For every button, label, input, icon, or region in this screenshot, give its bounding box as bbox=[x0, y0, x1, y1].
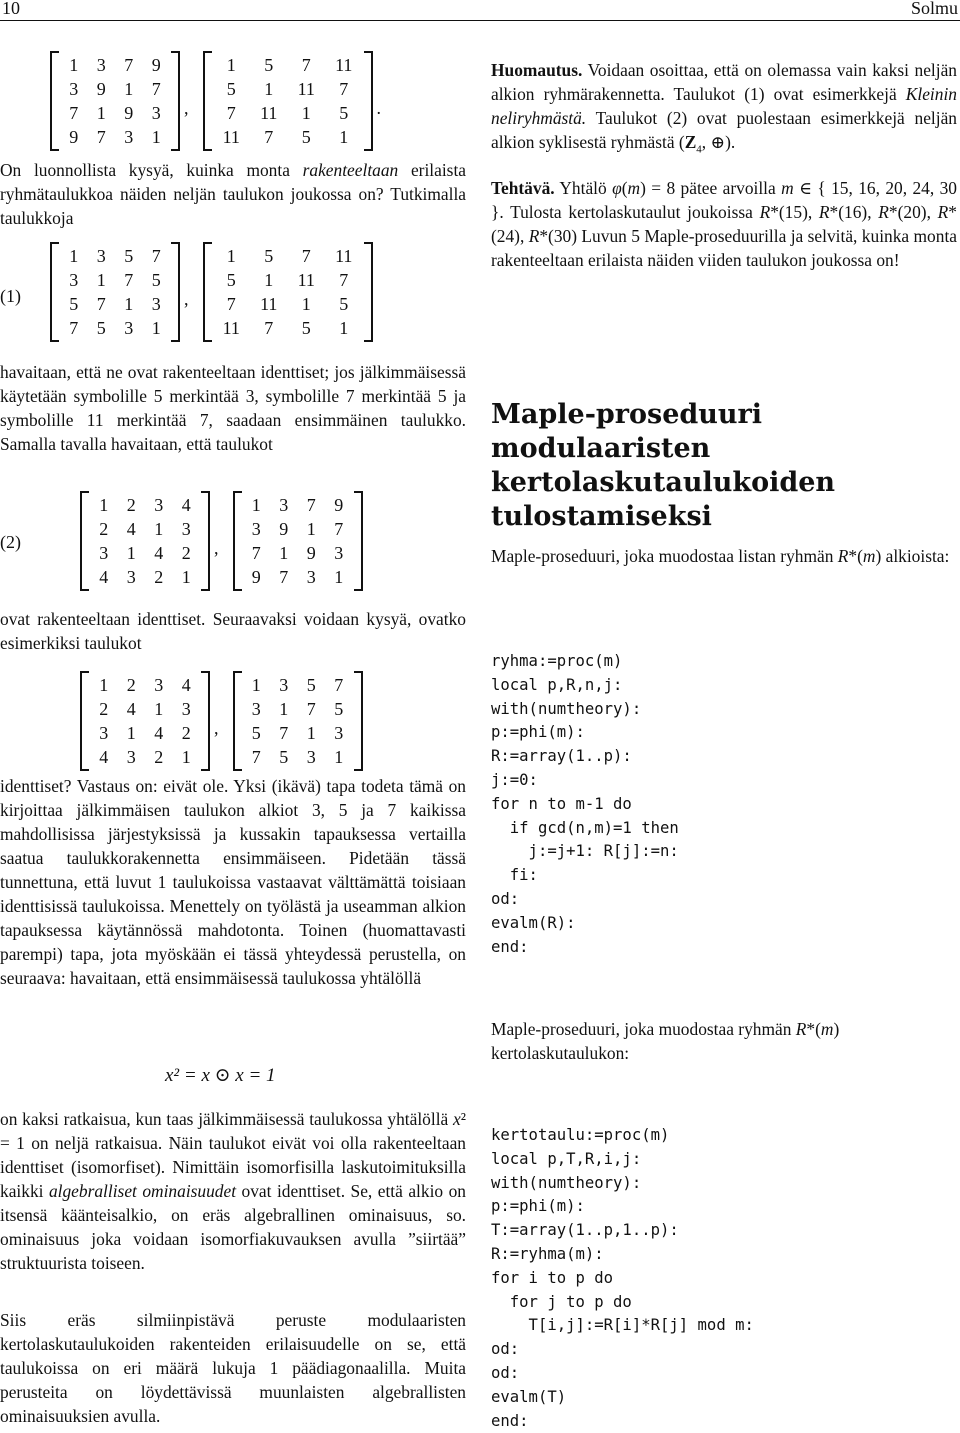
matrix-row bbox=[60, 77, 170, 101]
equation-3-matrices: 1 2 3 4 2 4 1 3 3 1 4 2 4 3 2 1 , 1 3 5 7 3 1 7 5 5 7 1 3 7 5 3 1 bbox=[80, 673, 363, 769]
matrix bbox=[50, 53, 180, 149]
matrix-cell: 7 bbox=[226, 294, 236, 314]
matrix-cell: 11 bbox=[297, 79, 315, 99]
matrix-cell: 3 bbox=[334, 543, 344, 563]
matrix-row bbox=[243, 673, 353, 697]
matrix-row bbox=[213, 244, 363, 268]
matrix-cell: 3 bbox=[96, 246, 106, 266]
matrix bbox=[203, 53, 373, 149]
matrix-cell: 3 bbox=[306, 747, 316, 767]
matrix-row bbox=[90, 697, 200, 721]
matrix-cell: 7 bbox=[301, 55, 311, 75]
paragraph: on kaksi ratkaisua, kun taas jälkimmäisessä taulukossa yhtälöllä x² = 1 on neljä ratkaisua. Näin taulukot eivät voi olla rakenteeltaan identtiset (isomorfiset). Nimittäin isomorfisilla laskutoimituksilla kaikki algebralliset ominaisuudet ovat identtiset. Se, että alkio on itsensä käänteisalkio, on eräs algebrallinen ominaisuus, so. ominaisuus joka voidaan isomorfiakuvauksen avulla ”siirtää” struktuurista toiseen. bbox=[0, 1109, 466, 1273]
matrix-cell: 4 bbox=[181, 675, 191, 695]
matrix-cell: 5 bbox=[264, 55, 274, 75]
matrix-cell: 2 bbox=[181, 543, 191, 563]
matrix-cell: 2 bbox=[181, 723, 191, 743]
matrix-cell: 7 bbox=[151, 79, 161, 99]
matrix-row bbox=[60, 101, 170, 125]
matrix-cell: 4 bbox=[154, 543, 164, 563]
matrix-row bbox=[90, 565, 200, 589]
matrix-cell: 1 bbox=[279, 543, 289, 563]
matrix-row bbox=[213, 101, 363, 125]
matrix-cell: 1 bbox=[251, 495, 261, 515]
matrix-cell: 3 bbox=[279, 495, 289, 515]
matrix-cell: 5 bbox=[251, 723, 261, 743]
matrix-cell: 7 bbox=[306, 699, 316, 719]
equation-label: (1) bbox=[0, 286, 21, 306]
matrix-row bbox=[243, 697, 353, 721]
section-heading: Maple-proseduuri modulaaristen kertolaskutaulukoiden tulostamiseksi bbox=[491, 399, 836, 532]
matrix-cell: 9 bbox=[96, 79, 106, 99]
matrix-cell: 1 bbox=[339, 127, 349, 147]
matrix-cell: 1 bbox=[181, 747, 191, 767]
matrix-row bbox=[243, 745, 353, 769]
equation-label: (2) bbox=[0, 532, 21, 552]
matrix-cell: 5 bbox=[306, 675, 316, 695]
matrix-cell: 7 bbox=[334, 675, 344, 695]
task: Tehtävä. Yhtälö φ(m) = 8 pätee arvoilla m ∈ { 15, 16, 20, 24, 30 }. Tulosta kertolaskutaulut joukoissa R*(15), R*(16), R*(20), R*(24), R*(30) Luvun 5 Maple-proseduurilla ja selvitä, kuinka monta rakenteeltaan erilaista näiden viiden taulukon joukossa on! bbox=[491, 178, 958, 270]
matrix-row bbox=[243, 493, 353, 517]
matrix-cell: 9 bbox=[279, 519, 289, 539]
matrix-row bbox=[213, 316, 363, 340]
matrix-cell: 7 bbox=[339, 270, 349, 290]
matrix-cell: 1 bbox=[334, 567, 344, 587]
matrix-cell: 5 bbox=[69, 294, 79, 314]
matrix-cell: 1 bbox=[301, 294, 311, 314]
matrix-cell: 5 bbox=[226, 79, 236, 99]
code-block: ryhma:=proc(m) local p,R,n,j: with(numtheory): p:=phi(m): R:=array(1..p): j:=0: for n to m-1 do if gcd(n,m)=1 then j:=j+1: R[j]:=n: fi: od: evalm(R): end: bbox=[491, 652, 679, 956]
matrix-row bbox=[60, 316, 170, 340]
matrix-cell: 9 bbox=[306, 543, 316, 563]
matrix-cell: 4 bbox=[99, 567, 109, 587]
matrix-cell: 11 bbox=[222, 318, 240, 338]
paragraph: Maple-proseduuri, joka muodostaa listan ryhmän R*(m) alkioista: bbox=[491, 546, 950, 566]
matrix-cell: 1 bbox=[264, 270, 274, 290]
page-number: 10 bbox=[2, 0, 20, 18]
matrix-cell: 3 bbox=[99, 543, 109, 563]
matrix-cell: 2 bbox=[126, 675, 136, 695]
matrix-cell: 7 bbox=[264, 127, 274, 147]
matrix-cell: 1 bbox=[339, 318, 349, 338]
matrix-cell: 7 bbox=[279, 567, 289, 587]
matrix-cell: 1 bbox=[279, 699, 289, 719]
matrix-cell: 7 bbox=[251, 543, 261, 563]
matrix-row bbox=[213, 77, 363, 101]
matrix bbox=[203, 244, 373, 340]
matrix-cell: 7 bbox=[251, 747, 261, 767]
matrix-cell: 1 bbox=[126, 543, 136, 563]
equation-1-matrices: 1 3 5 7 3 1 7 5 5 7 1 3 7 5 3 1 , 1 5 7 11 5 1 11 7 7 11 1 5 11 7 5 1 bbox=[50, 244, 373, 340]
matrix-cell: 1 bbox=[154, 519, 164, 539]
matrix-cell: 9 bbox=[334, 495, 344, 515]
matrix-cell: 5 bbox=[151, 270, 161, 290]
matrix-cell: 5 bbox=[334, 699, 344, 719]
matrix bbox=[80, 493, 210, 589]
matrix-cell: 2 bbox=[154, 567, 164, 587]
matrix-cell: 3 bbox=[154, 495, 164, 515]
matrix-cell: 11 bbox=[335, 246, 353, 266]
matrix-row bbox=[243, 565, 353, 589]
matrix-cell: 1 bbox=[126, 723, 136, 743]
matrix-cell: 7 bbox=[69, 318, 79, 338]
matrix-cell: 5 bbox=[226, 270, 236, 290]
matrix-cell: 5 bbox=[96, 318, 106, 338]
matrix-cell: 1 bbox=[306, 723, 316, 743]
matrix-row bbox=[243, 541, 353, 565]
code-block: kertotaulu:=proc(m) local p,T,R,i,j: with(numtheory): p:=phi(m): T:=array(1..p,1..p): R:=ryhma(m): for i to p do for j to p do T[i,j]:=R[i]*R[j] mod m: od: od: evalm(T) end: bbox=[491, 1126, 754, 1430]
paragraph: On luonnollista kysyä, kuinka monta rakenteeltaan erilaista ryhmätaulukkoa näiden neljän taulukon joukossa on? Tutkimalla taulukkoja bbox=[0, 160, 466, 228]
note-label: Huomautus. bbox=[491, 60, 583, 80]
matrix-row bbox=[60, 244, 170, 268]
matrix-cell: 4 bbox=[126, 519, 136, 539]
matrix-cell: 5 bbox=[339, 294, 349, 314]
matrix-cell: 1 bbox=[334, 747, 344, 767]
top-matrices: 1 3 7 9 3 9 1 7 7 1 9 3 9 7 3 1 , 1 5 7 11 5 1 11 7 7 11 1 5 11 7 5 1 . bbox=[50, 53, 395, 149]
matrix-cell: 1 bbox=[99, 495, 109, 515]
matrix-row bbox=[213, 292, 363, 316]
matrix-cell: 5 bbox=[279, 747, 289, 767]
matrix bbox=[233, 673, 363, 769]
matrix-cell: 7 bbox=[339, 79, 349, 99]
matrix-cell: 1 bbox=[226, 55, 236, 75]
matrix-row bbox=[90, 745, 200, 769]
matrix-cell: 3 bbox=[154, 675, 164, 695]
matrix-cell: 7 bbox=[306, 495, 316, 515]
matrix-row bbox=[90, 493, 200, 517]
matrix-cell: 1 bbox=[251, 675, 261, 695]
matrix-cell: 3 bbox=[126, 747, 136, 767]
equation-2-matrices: 1 2 3 4 2 4 1 3 3 1 4 2 4 3 2 1 , 1 3 7 9 3 9 1 7 7 1 9 3 9 7 3 1 bbox=[80, 493, 363, 589]
matrix-cell: 11 bbox=[260, 103, 278, 123]
note: Huomautus. Voidaan osoittaa, että on olemassa vain kaksi neljän alkion ryhmärakennetta. Taulukot (1) ovat esimerkkejä Kleinin neliryhmästä. Taulukot (2) ovat puolestaan esimerkkejä neljän alkion syklisestä ryhmästä ($Z_4$, ⊕). bbox=[491, 60, 957, 156]
matrix-cell: 7 bbox=[96, 294, 106, 314]
matrix bbox=[50, 244, 180, 340]
matrix-cell: 7 bbox=[124, 270, 134, 290]
matrix bbox=[233, 493, 363, 589]
matrix-row bbox=[243, 721, 353, 745]
matrix-cell: 3 bbox=[69, 79, 79, 99]
matrix-row bbox=[213, 125, 363, 149]
matrix-cell: 7 bbox=[151, 246, 161, 266]
matrix-row bbox=[90, 673, 200, 697]
matrix-cell: 3 bbox=[124, 127, 134, 147]
matrix-row bbox=[90, 721, 200, 745]
matrix-cell: 3 bbox=[251, 699, 261, 719]
matrix-cell: 3 bbox=[306, 567, 316, 587]
matrix-row bbox=[243, 517, 353, 541]
matrix-cell: 4 bbox=[154, 723, 164, 743]
matrix-row bbox=[90, 517, 200, 541]
matrix-cell: 3 bbox=[124, 318, 134, 338]
matrix-cell: 3 bbox=[181, 519, 191, 539]
matrix-cell: 1 bbox=[124, 79, 134, 99]
matrix-row bbox=[213, 268, 363, 292]
matrix-cell: 9 bbox=[69, 127, 79, 147]
matrix-cell: 1 bbox=[264, 79, 274, 99]
paragraph: Maple-proseduuri, joka muodostaa ryhmän R*(m) kertolaskutaulukon: bbox=[491, 1019, 840, 1063]
matrix-cell: 4 bbox=[99, 747, 109, 767]
header-rule bbox=[0, 20, 960, 21]
matrix-cell: 3 bbox=[99, 723, 109, 743]
matrix-cell: 1 bbox=[69, 246, 79, 266]
matrix-cell: 1 bbox=[99, 675, 109, 695]
matrix-cell: 3 bbox=[151, 294, 161, 314]
paragraph: Siis eräs silmiinpistävä peruste modulaaristen kertolaskutaulukoiden rakenteiden erilaisuudelle on se, että taulukoissa on eri määrä lukuja 1 päädiagonaalilla. Muita perusteita on löydettävissä muunlaisten algebrallisten ominaisuuksien avulla. bbox=[0, 1310, 466, 1426]
matrix-cell: 2 bbox=[154, 747, 164, 767]
paragraph: identtiset? Vastaus on: eivät ole. Yksi (ikävä) tapa todeta tämä on kirjoittaa jälkimmäisen taulukon alkiot 3, 5 ja 7 kaikissa mahdollisissa järjestyksissä ja kussakin tapauksessa vertailla saatua taulukkorakennetta ensimmäiseen. Pidetään tässä tunnettuna, että luvut 1 taulukoissa vastaavat välttämättä toisiaan identtisissä taulukoissa. Menettely on työlästä ja useamman alkion tapauksessa käytännössä mahdotonta. Toinen (huomattavasti parempi) tapa, jota myöskään ei tässä yhteydessä perustella, on seuraava: havaitaan, että ensimmäisessä taulukossa yhtälöllä bbox=[0, 776, 466, 988]
matrix-cell: 4 bbox=[181, 495, 191, 515]
matrix-cell: 4 bbox=[126, 699, 136, 719]
matrix-cell: 9 bbox=[251, 567, 261, 587]
matrix-cell: 11 bbox=[297, 270, 315, 290]
matrix-cell: 1 bbox=[301, 103, 311, 123]
matrix-cell: 7 bbox=[334, 519, 344, 539]
paragraph: ovat rakenteeltaan identtiset. Seuraavaksi voidaan kysyä, ovatko esimerkiksi taulukot bbox=[0, 609, 466, 653]
matrix-cell: 9 bbox=[151, 55, 161, 75]
matrix-cell: 3 bbox=[251, 519, 261, 539]
matrix-cell: 3 bbox=[69, 270, 79, 290]
matrix-cell: 1 bbox=[151, 318, 161, 338]
matrix-cell: 1 bbox=[154, 699, 164, 719]
matrix-row bbox=[60, 53, 170, 77]
matrix-cell: 11 bbox=[335, 55, 353, 75]
matrix-cell: 5 bbox=[124, 246, 134, 266]
matrix-cell: 1 bbox=[181, 567, 191, 587]
matrix-cell: 5 bbox=[301, 127, 311, 147]
matrix bbox=[80, 673, 210, 769]
matrix-cell: 3 bbox=[279, 675, 289, 695]
matrix-cell: 2 bbox=[126, 495, 136, 515]
matrix-row bbox=[60, 268, 170, 292]
matrix-cell: 3 bbox=[126, 567, 136, 587]
matrix-cell: 1 bbox=[306, 519, 316, 539]
matrix-row bbox=[213, 53, 363, 77]
matrix-cell: 1 bbox=[96, 270, 106, 290]
sentence-period: . bbox=[376, 97, 381, 118]
matrix-cell: 1 bbox=[151, 127, 161, 147]
matrix-cell: 2 bbox=[99, 519, 109, 539]
matrix-cell: 1 bbox=[69, 55, 79, 75]
matrix-cell: 7 bbox=[264, 318, 274, 338]
matrix-cell: 7 bbox=[301, 246, 311, 266]
matrix-cell: 7 bbox=[69, 103, 79, 123]
matrix-cell: 7 bbox=[96, 127, 106, 147]
display-equation: x² = x ⊙ x = 1 bbox=[165, 1065, 276, 1086]
matrix-cell: 3 bbox=[151, 103, 161, 123]
matrix-cell: 7 bbox=[279, 723, 289, 743]
matrix-cell: 7 bbox=[124, 55, 134, 75]
matrix-row bbox=[60, 125, 170, 149]
matrix-cell: 7 bbox=[226, 103, 236, 123]
matrix-cell: 3 bbox=[96, 55, 106, 75]
matrix-cell: 3 bbox=[181, 699, 191, 719]
matrix-cell: 1 bbox=[96, 103, 106, 123]
matrix-cell: 5 bbox=[264, 246, 274, 266]
matrix-cell: 11 bbox=[222, 127, 240, 147]
matrix-cell: 3 bbox=[334, 723, 344, 743]
matrix-cell: 5 bbox=[301, 318, 311, 338]
matrix-cell: 1 bbox=[124, 294, 134, 314]
matrix-cell: 5 bbox=[339, 103, 349, 123]
matrix-row bbox=[90, 541, 200, 565]
task-label: Tehtävä. bbox=[491, 178, 555, 198]
matrix-cell: 11 bbox=[260, 294, 278, 314]
running-title: Solmu bbox=[910, 0, 958, 18]
matrix-cell: 2 bbox=[99, 699, 109, 719]
matrix-cell: 1 bbox=[226, 246, 236, 266]
matrix-row bbox=[60, 292, 170, 316]
matrix-cell: 9 bbox=[124, 103, 134, 123]
paragraph: havaitaan, että ne ovat rakenteeltaan identtiset; jos jälkimmäisessä käytetään symbolille 5 merkintää 3, symbolille 7 merkintää 5 ja symbolille 11 merkintää 7, saadaan ensimmäinen taulukko. Samalla tavalla havaitaan, että taulukot bbox=[0, 362, 466, 454]
